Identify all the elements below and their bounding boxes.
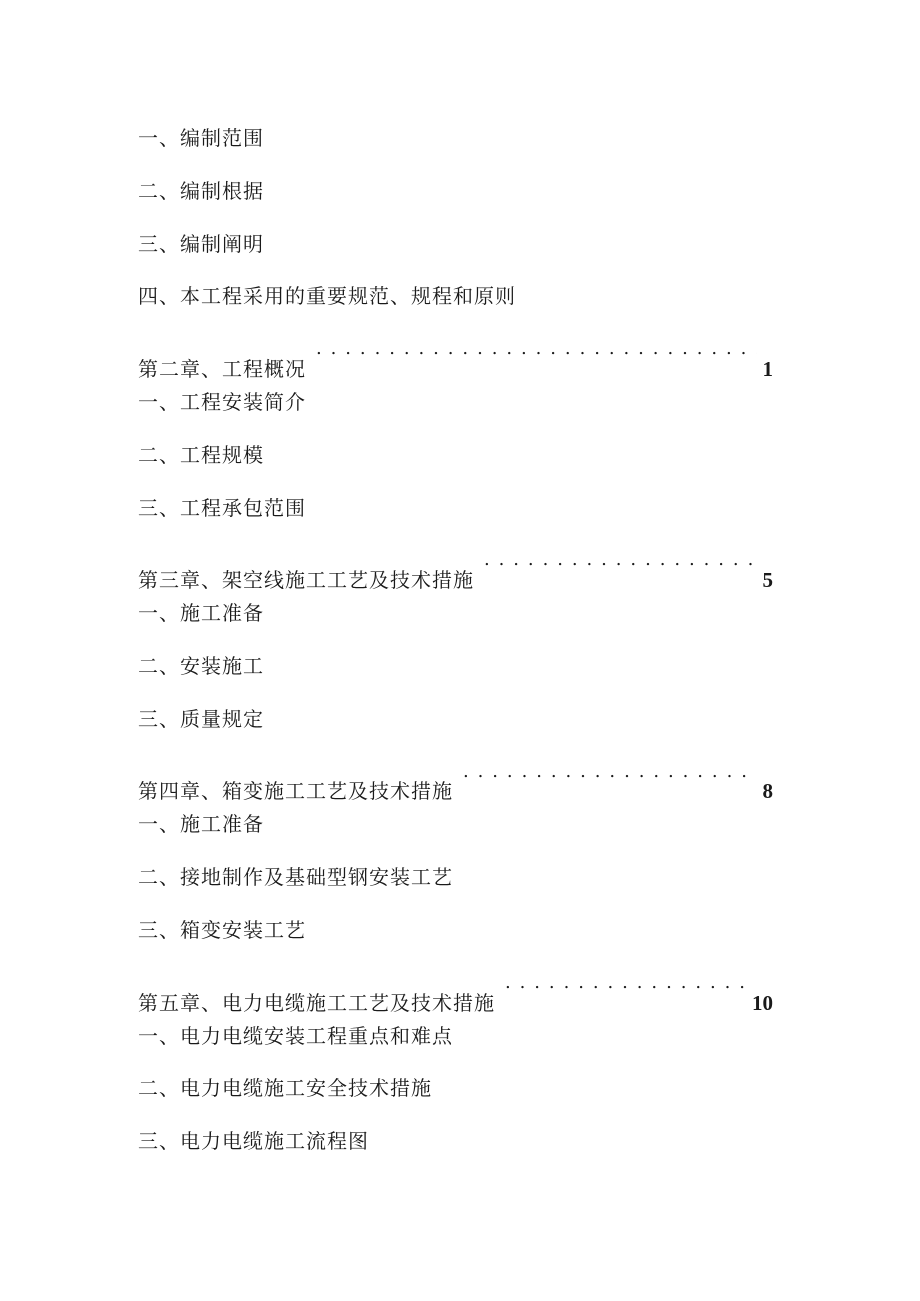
toc-entry-label: 三、工程承包范围 xyxy=(138,495,306,520)
toc-entry-label: 一、编制范围 xyxy=(138,126,264,150)
toc-entry-label: 一、工程安装简介 xyxy=(138,389,306,414)
toc-entry-label: 第五章、电力电缆施工工艺及技术措施 xyxy=(138,990,495,1015)
toc-page-number: 5 xyxy=(762,568,773,593)
toc-entry-label: 二、编制根据 xyxy=(138,178,264,203)
toc-entry-label: 二、电力电缆施工安全技术措施 xyxy=(138,1076,432,1101)
table-of-contents xyxy=(138,112,773,1168)
toc-entry[interactable] xyxy=(138,218,773,271)
toc-entry[interactable] xyxy=(138,270,773,323)
toc-entry-label: 二、安装施工 xyxy=(138,653,264,678)
toc-entry[interactable] xyxy=(138,376,773,429)
toc-chapter-entry[interactable] xyxy=(138,957,773,1015)
toc-chapter-entry[interactable] xyxy=(138,534,773,593)
toc-entry-label: 三、箱变安装工艺 xyxy=(138,917,306,942)
toc-entry-label: 第二章、工程概况 xyxy=(138,356,306,381)
dot-leader xyxy=(505,957,746,1010)
dot-leader xyxy=(463,746,757,799)
toc-entry-label: 一、施工准备 xyxy=(138,601,264,626)
toc-page-number: 8 xyxy=(762,779,773,804)
toc-page-number: 10 xyxy=(752,990,773,1015)
toc-entry[interactable] xyxy=(138,904,773,957)
toc-entry-label: 第四章、箱变施工工艺及技术措施 xyxy=(138,779,453,804)
toc-entry-label: 四、本工程采用的重要规范、规程和原则 xyxy=(138,284,516,309)
toc-entry-label: 二、工程规模 xyxy=(138,442,264,467)
toc-entry[interactable] xyxy=(138,165,773,218)
toc-entry[interactable] xyxy=(138,640,773,693)
toc-entry-label: 第三章、架空线施工工艺及技术措施 xyxy=(138,568,474,593)
toc-entry-label: 一、电力电缆安装工程重点和难点 xyxy=(138,1023,453,1048)
toc-page-number: 1 xyxy=(762,356,773,381)
toc-chapter-entry[interactable] xyxy=(138,323,773,381)
toc-entry[interactable] xyxy=(138,1062,773,1115)
toc-entry[interactable] xyxy=(138,851,773,904)
toc-entry[interactable] xyxy=(138,112,773,165)
toc-entry[interactable] xyxy=(138,798,773,851)
toc-entry-label: 三、编制阐明 xyxy=(138,231,264,256)
toc-entry-label: 二、接地制作及基础型钢安装工艺 xyxy=(138,865,453,890)
toc-chapter-entry[interactable] xyxy=(138,746,773,804)
toc-entry[interactable] xyxy=(138,429,773,482)
toc-entry[interactable] xyxy=(138,693,773,746)
toc-entry[interactable] xyxy=(138,1115,773,1168)
toc-entry-label: 三、电力电缆施工流程图 xyxy=(138,1129,369,1154)
toc-entry-label: 三、质量规定 xyxy=(138,706,264,731)
toc-entry-label: 一、施工准备 xyxy=(138,812,264,837)
dot-leader xyxy=(316,323,757,376)
dot-leader xyxy=(484,534,757,587)
toc-entry[interactable] xyxy=(138,482,773,535)
